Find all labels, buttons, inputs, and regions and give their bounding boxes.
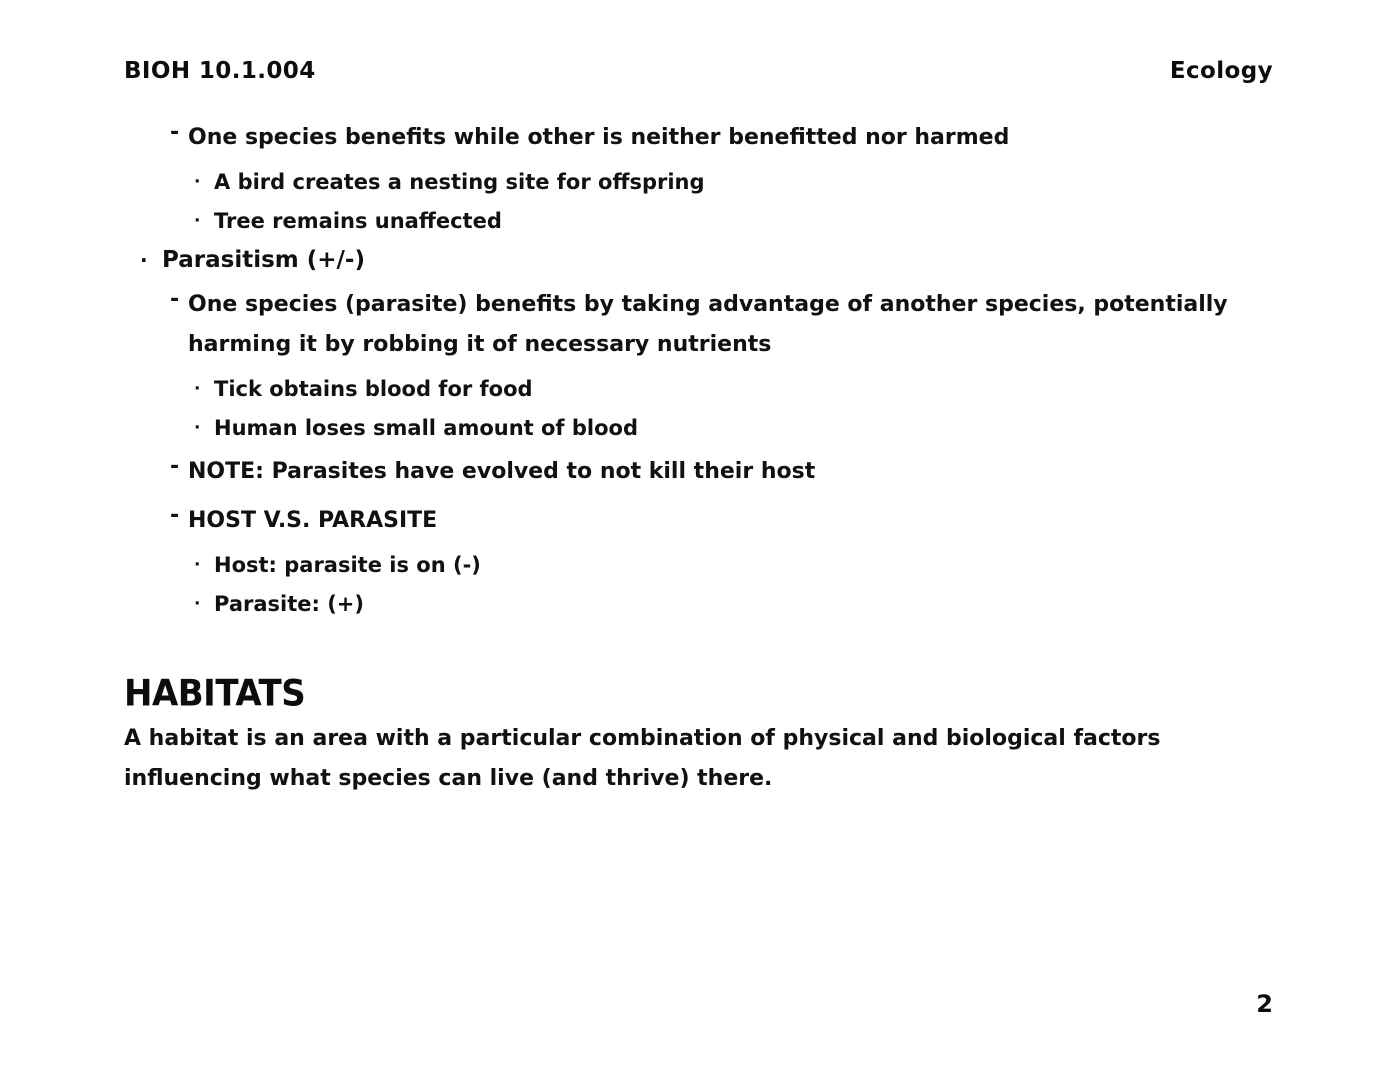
list-item-text: Parasitism (+/-)	[162, 247, 365, 273]
dash-bullet-icon: -	[170, 287, 180, 312]
list-item	[140, 245, 1297, 276]
list-item	[194, 413, 1297, 443]
topic-title: Ecology	[1169, 58, 1273, 84]
outline-content	[124, 118, 1297, 799]
list-item	[194, 550, 1297, 580]
dot-bullet-icon: ·	[194, 594, 201, 614]
list-item-text: Host: parasite is on (-)	[214, 553, 481, 577]
list-item	[170, 501, 1297, 541]
list-item-text: Parasite: (+)	[214, 592, 365, 616]
list-item	[194, 167, 1297, 197]
list-item	[194, 589, 1297, 619]
list-item-text: A bird creates a nesting site for offspring	[214, 170, 705, 194]
dot-bullet-icon: ·	[140, 248, 148, 272]
section-heading: HABITATS	[124, 671, 306, 715]
course-code: BIOH 10.1.004	[124, 58, 316, 84]
list-item-text: NOTE: Parasites have evolved to not kill their host	[188, 459, 816, 484]
list-item	[194, 374, 1297, 404]
dash-bullet-icon: -	[170, 503, 180, 528]
dash-bullet-icon: -	[170, 454, 180, 479]
dot-bullet-icon: ·	[194, 379, 201, 399]
list-item-text: Human loses small amount of blood	[214, 416, 638, 440]
page-header	[124, 58, 1273, 84]
list-item-text: One species benefits while other is neither benefitted nor harmed	[188, 125, 1010, 150]
dot-bullet-icon: ·	[194, 211, 201, 231]
section-body-text: A habitat is an area with a particular combination of physical and biological factors influencing what species can live (and thrive) there.	[124, 726, 1161, 791]
list-item	[170, 118, 1297, 158]
dot-bullet-icon: ·	[194, 172, 201, 192]
page-number: 2	[1256, 990, 1273, 1018]
list-item-text: Tree remains unaffected	[214, 209, 502, 233]
dot-bullet-icon: ·	[194, 555, 201, 575]
dot-bullet-icon: ·	[194, 418, 201, 438]
list-item	[170, 285, 1297, 365]
habitats-section	[124, 671, 1297, 799]
list-item-text: HOST V.S. PARASITE	[188, 508, 438, 533]
list-item	[194, 206, 1297, 236]
list-item-text: Tick obtains blood for food	[214, 377, 533, 401]
dash-bullet-icon: -	[170, 120, 180, 145]
list-item	[170, 452, 1297, 492]
list-item-text: One species (parasite) benefits by taking advantage of another species, potentially harming it by robbing it of necessary nutrients	[188, 292, 1228, 357]
